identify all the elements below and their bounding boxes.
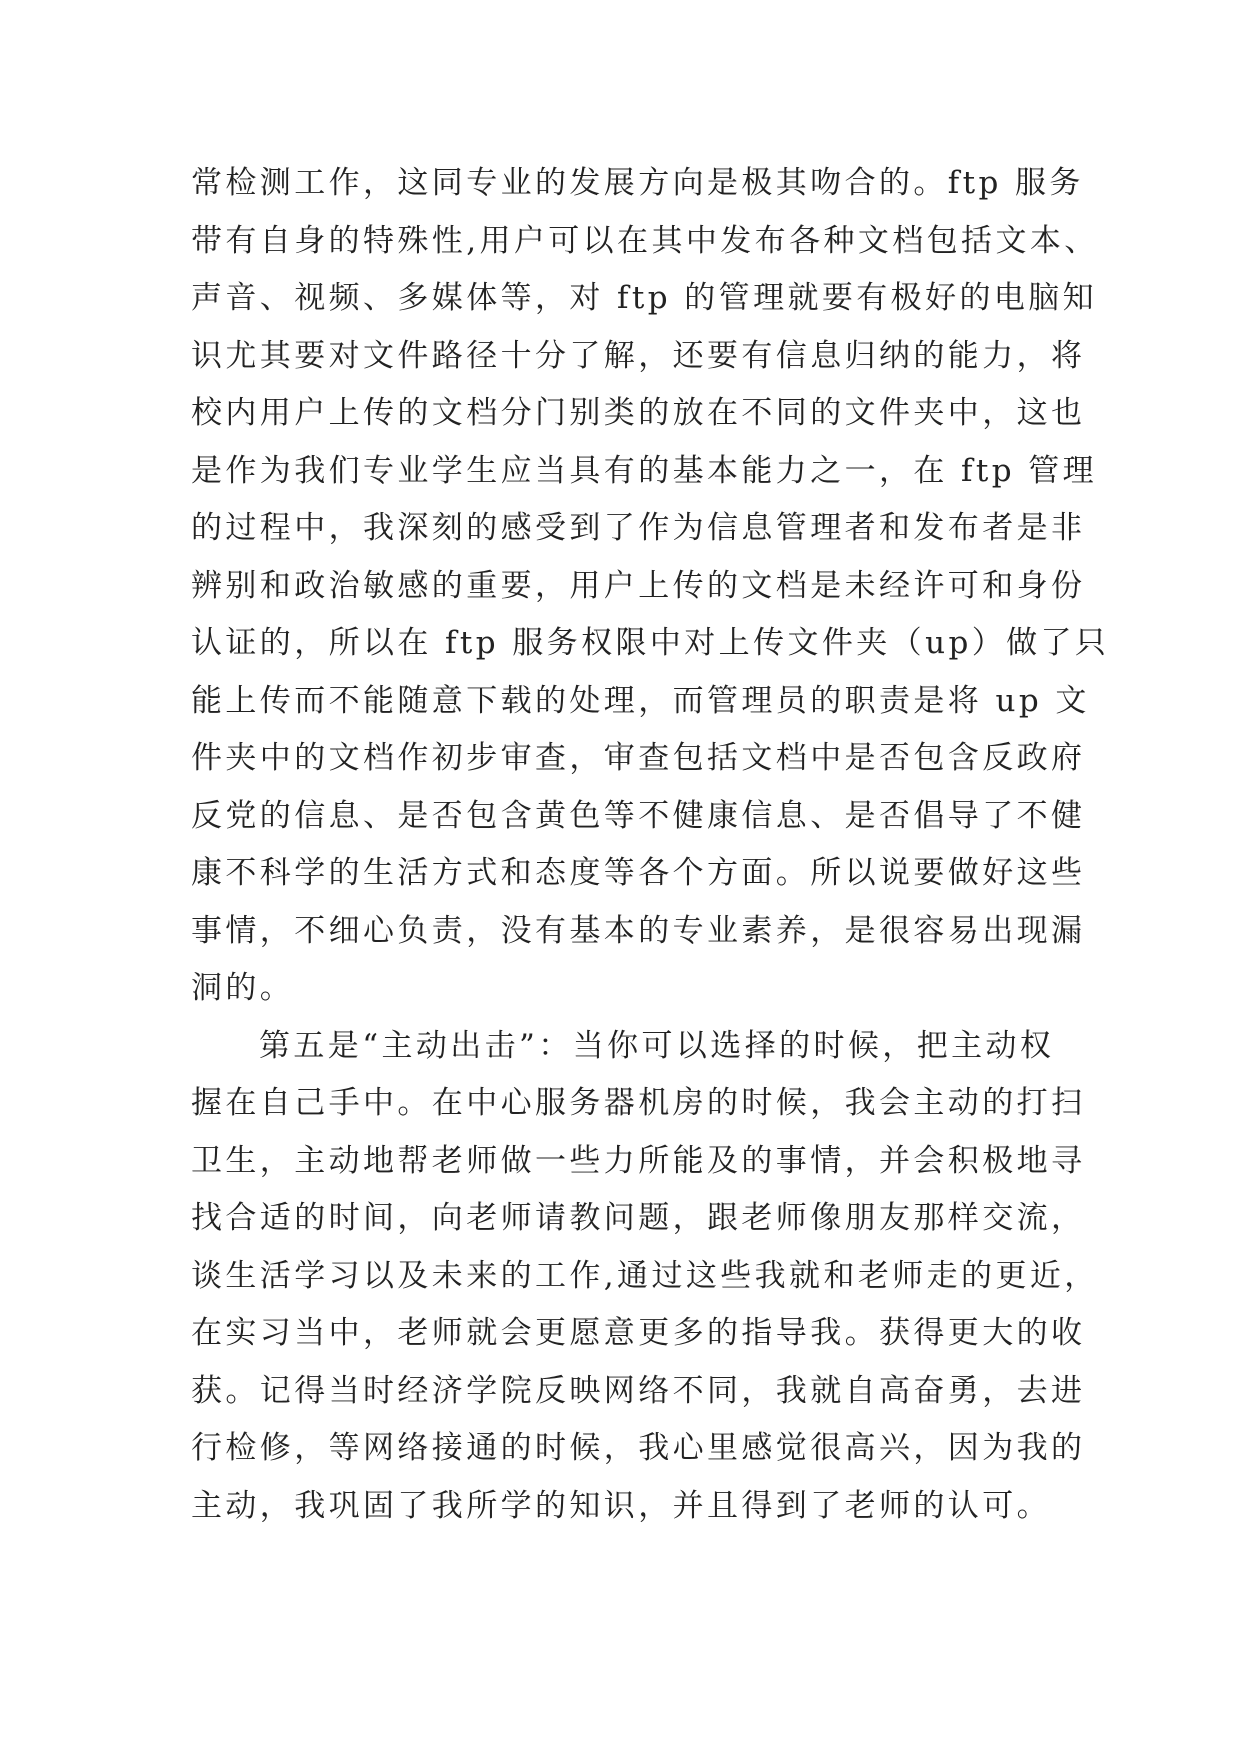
text-line: 常检测工作，这同专业的发展方向是极其吻合的。ftp 服务 [191, 165, 1084, 201]
paragraph-first-line: 第五是“主动出击”：当你可以选择的时候，把主动权 [259, 1027, 1055, 1064]
text-line: 能上传而不能随意下载的处理，而管理员的职责是将 up 文 [191, 682, 1090, 719]
text-line: 卫生，主动地帮老师做一些力所能及的事情，并会积极地寻 [191, 1142, 1086, 1179]
text-line: 件夹中的文档作初步审查，审查包括文档中是否包含反政府 [191, 740, 1086, 776]
text-line: 在实习当中，老师就会更愿意更多的指导我。获得更大的收 [191, 1315, 1086, 1351]
text-line: 洞的。 [191, 970, 295, 1006]
text-line: 找合适的时间，向老师请教问题，跟老师像朋友那样交流， [191, 1200, 1086, 1236]
text-line: 带有自身的特殊性,用户可以在其中发布各种文档包括文本、 [191, 222, 1099, 259]
text-line: 声音、视频、多媒体等，对 ftp 的管理就要有极好的电脑知 [191, 280, 1098, 316]
text-line: 握在自己手中。在中心服务器机房的时候，我会主动的打扫 [191, 1085, 1086, 1121]
text-line: 康不科学的生活方式和态度等各个方面。所以说要做好这些 [191, 855, 1086, 891]
text-line: 的过程中，我深刻的感受到了作为信息管理者和发布者是非 [191, 510, 1086, 546]
text-line: 是作为我们专业学生应当具有的基本能力之一，在 ftp 管理 [191, 452, 1098, 489]
text-line: 识尤其要对文件路径十分了解，还要有信息归纳的能力，将 [191, 337, 1086, 374]
text-line: 辨别和政治敏感的重要，用户上传的文档是未经许可和身份 [191, 567, 1086, 604]
text-line: 获。记得当时经济学院反映网络不同，我就自高奋勇，去进 [191, 1372, 1086, 1409]
text-line: 事情，不细心负责，没有基本的专业素养，是很容易出现漏 [191, 912, 1086, 949]
text-line: 谈生活学习以及未来的工作,通过这些我就和老师走的更近， [191, 1257, 1099, 1294]
text-line: 主动，我巩固了我所学的知识，并且得到了老师的认可。 [191, 1487, 1051, 1524]
text-line: 认证的，所以在 ftp 服务权限中对上传文件夹（up）做了只 [191, 625, 1110, 661]
text-line: 行检修，等网络接通的时候，我心里感觉很高兴，因为我的 [191, 1430, 1086, 1466]
text-line: 反党的信息、是否包含黄色等不健康信息、是否倡导了不健 [191, 797, 1086, 834]
body-text [191, 155, 1110, 1535]
text-line: 校内用户上传的文档分门别类的放在不同的文件夹中，这也 [191, 395, 1086, 431]
